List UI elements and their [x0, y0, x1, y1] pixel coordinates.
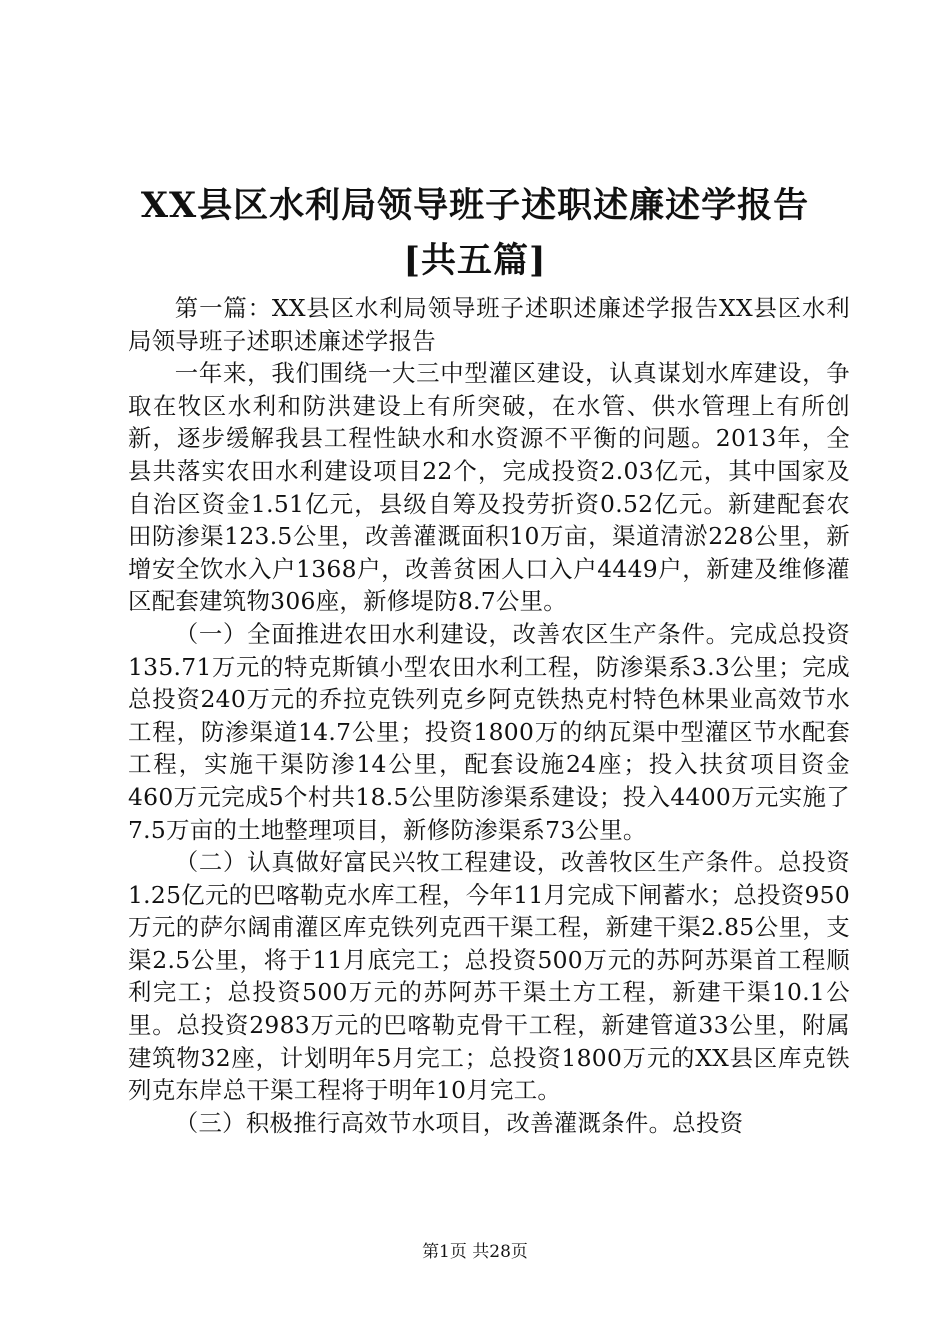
- paragraph-water-saving: （三）积极推行高效节水项目，改善灌溉条件。总投资: [174, 1108, 744, 1137]
- page-footer: 第1页 共28页: [422, 1242, 528, 1262]
- paragraph-farmland-irrigation: （一）全面推进农田水利建设，改善农区生产条件。完成总投资135.71万元的特克斯镇小型农田水利工程，防渗渠系3.3公里；完成总投资240万元的乔拉克铁列克乡阿克铁热克村特色林果业高效节水工程，防渗渠道14.7公里；投资1800万的纳瓦渠中型灌区节水配套工程，实施干渠防渗14公里，配套设施24座；投入扶贫项目资金460万元完成5个村共18.5公里防渗渠系建设；投入4400万元实施了7.5万亩的土地整理项目，新修防渗渠系73公里。: [128, 619, 850, 844]
- paragraph-pastoral-projects: （二）认真做好富民兴牧工程建设，改善牧区生产条件。总投资1.25亿元的巴喀勒克水库工程，今年11月完成下闸蓄水；总投资950万元的萨尔阔甫灌区库克铁列克西干渠工程，新建干渠2.85公里，支渠2.5公里，将于11月底完工；总投资500万元的苏阿苏渠首工程顺利完工；总投资500万元的苏阿苏干渠土方工程，新建干渠10.1公里。总投资2983万元的巴喀勒克骨干工程，新建管道33公里，附属建筑物32座，计划明年5月完工；总投资1800万元的XX县区库克铁列克东岸总干渠工程将于明年10月完工。: [128, 848, 850, 1105]
- document-title: XX县区水利局领导班子述职述廉述学报告[共五篇]: [140, 185, 810, 281]
- document-body: [128, 292, 850, 1139]
- paragraph-section-heading: 第一篇：XX县区水利局领导班子述职述廉述学报告XX县区水利局领导班子述职述廉述学报告: [128, 294, 850, 355]
- paragraph-summary: 一年来，我们围绕一大三中型灌区建设，认真谋划水库建设，争取在牧区水利和防洪建设上有所突破，在水管、供水管理上有所创新，逐步缓解我县工程性缺水和水资源不平衡的问题。2013年，全县共落实农田水利建设项目22个，完成投资2.03亿元，其中国家及自治区资金1.51亿元，县级自筹及投劳折资0.52亿元。新建配套农田防渗渠123.5公里，改善灌溉面积10万亩，渠道清淤228公里，新增安全饮水入户1368户，改善贫困人口入户4449户，新建及维修灌区配套建筑物306座，新修堤防8.7公里。: [128, 359, 850, 616]
